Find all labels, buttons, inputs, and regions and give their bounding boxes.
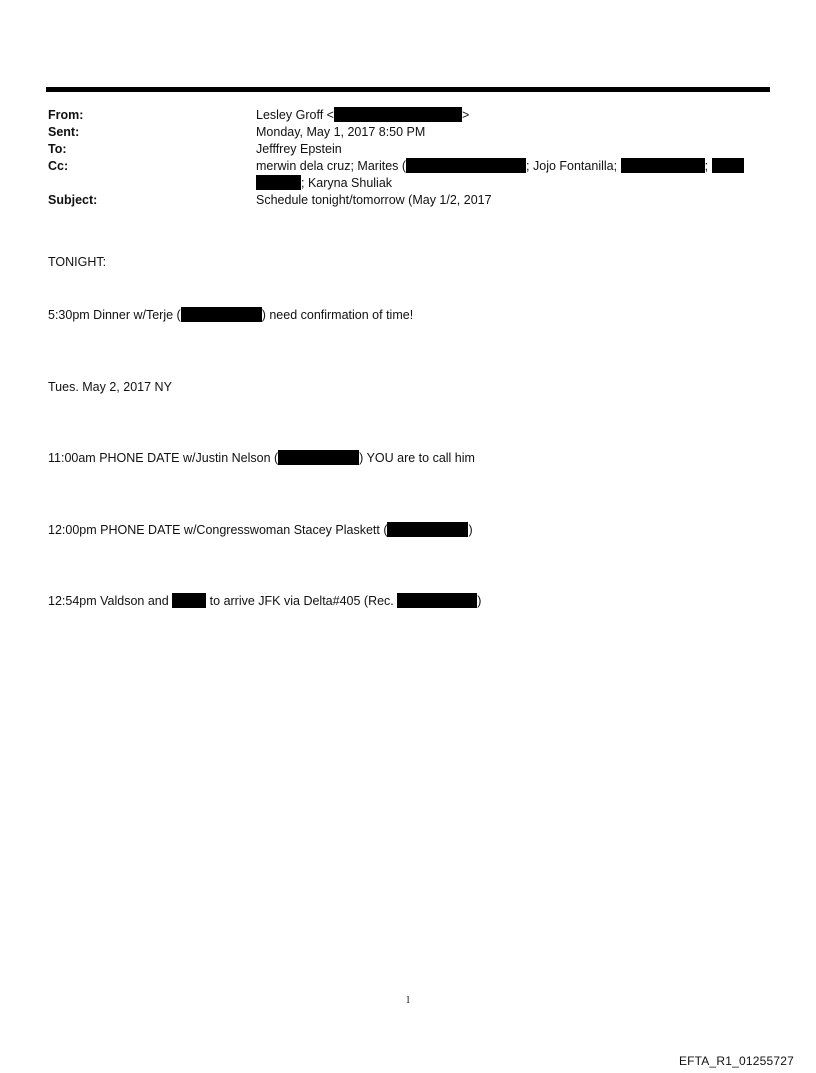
cc-text-4: ; Karyna Shuliak: [301, 176, 393, 190]
redaction-box: [397, 593, 477, 608]
item-text: ): [477, 594, 482, 608]
item-text: ): [468, 523, 473, 537]
redaction-box: [256, 175, 301, 190]
redaction-box: [387, 522, 468, 537]
subject-value: Schedule tonight/tomorrow (May 1/2, 2017: [256, 193, 492, 207]
to-label: To:: [48, 142, 67, 156]
from-value: [256, 107, 770, 124]
schedule-item-phone-nelson: [48, 450, 475, 467]
schedule-item-arrival: [48, 593, 481, 610]
cc-label: Cc:: [48, 159, 69, 173]
sent-value: Monday, May 1, 2017 8:50 PM: [256, 125, 426, 139]
item-text: 12:54pm Valdson and: [48, 594, 169, 608]
email-header: [48, 107, 770, 209]
redaction-box: [406, 158, 526, 173]
from-close: >: [461, 108, 470, 122]
subject-row: [48, 192, 770, 209]
cc-text-3: ;: [704, 159, 709, 173]
item-text: 5:30pm Dinner w/Terje (: [48, 308, 181, 322]
item-text: ) YOU are to call him: [359, 451, 475, 465]
redaction-box: [278, 450, 359, 465]
redaction-box: [712, 158, 744, 173]
redaction-box: [181, 307, 262, 322]
redaction-box: [621, 158, 705, 173]
subject-label: Subject:: [48, 193, 98, 207]
from-name: Lesley Groff <: [256, 108, 334, 122]
schedule-item-phone-plaskett: [48, 522, 473, 539]
document-id: EFTA_R1_01255727: [678, 1054, 794, 1068]
tuesday-heading: Tues. May 2, 2017 NY: [48, 380, 172, 394]
item-text: to arrive JFK via Delta#405 (Rec.: [209, 594, 394, 608]
item-text: 11:00am PHONE DATE w/Justin Nelson (: [48, 451, 279, 465]
cc-value: [256, 158, 770, 192]
from-row: [48, 107, 770, 124]
item-text: ) need confirmation of time!: [261, 308, 414, 322]
sent-row: [48, 124, 770, 141]
cc-row: [48, 158, 770, 192]
cc-text-1: merwin dela cruz; Marites (: [256, 159, 407, 173]
redaction-box: [172, 593, 206, 608]
tonight-heading: TONIGHT:: [48, 255, 107, 269]
cc-text-2: ; Jojo Fontanilla;: [526, 159, 618, 173]
redaction-box: [334, 107, 462, 122]
to-value: Jefffrey Epstein: [256, 142, 342, 156]
page-number: 1: [405, 995, 411, 1006]
item-text: 12:00pm PHONE DATE w/Congresswoman Stacey Plaskett (: [48, 523, 388, 537]
from-label: From:: [48, 108, 84, 122]
schedule-item-dinner: [48, 307, 413, 324]
sent-label: Sent:: [48, 125, 80, 139]
header-rule: [46, 87, 770, 92]
to-row: [48, 141, 770, 158]
